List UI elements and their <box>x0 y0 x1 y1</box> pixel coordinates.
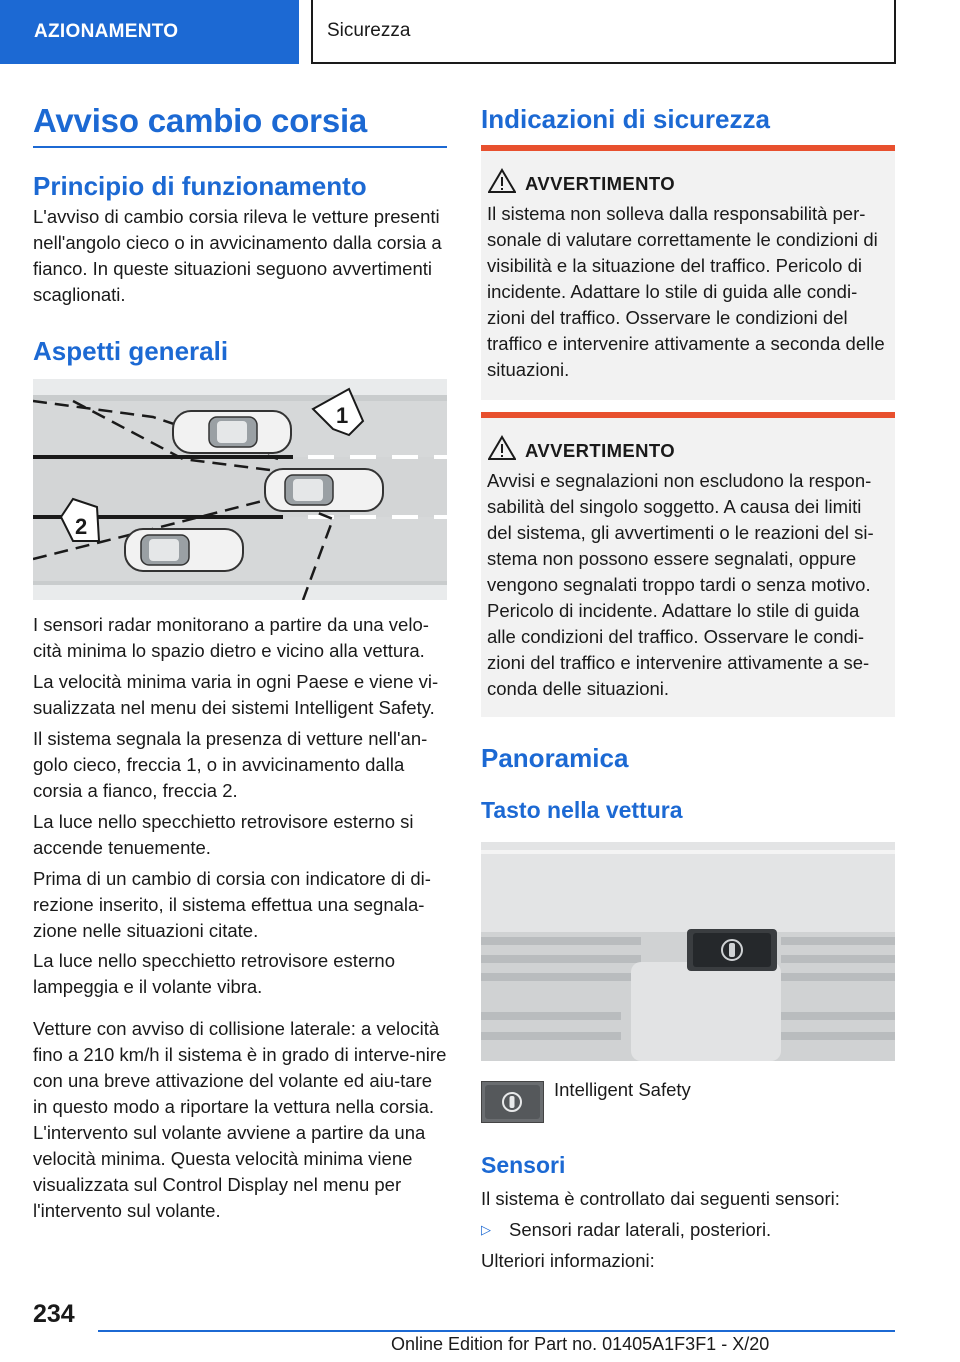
bullet-triangle-icon: ▷ <box>481 1222 491 1237</box>
more-info: Ulteriori informazioni: <box>481 1250 655 1271</box>
sensors-list-item: Sensori radar laterali, posteriori. <box>509 1219 772 1240</box>
button-heading: Tasto nella vettura <box>481 797 683 823</box>
lane-diagram-svg <box>33 379 447 600</box>
arrow-label-2: 2 <box>75 514 88 539</box>
warning-box-1 <box>481 145 895 400</box>
warning-title: AVVERTIMENTO <box>525 173 676 194</box>
overview-heading: Panoramica <box>481 743 629 773</box>
warning-box-2 <box>481 412 895 717</box>
button-label: Intelligent Safety <box>554 1079 691 1100</box>
footer-rule <box>98 1330 895 1332</box>
paragraph-1: I sensori radar monitorano a partire da una velo-cità minima lo spazio dietro e vicino alla vettura. <box>33 614 429 661</box>
paragraph-5: Prima di un cambio di corsia con indicatore di di-rezione inserito, il sistema effettua una segnala-zione nelle situazioni citate. <box>33 868 431 941</box>
warning-title: AVVERTIMENTO <box>525 440 676 461</box>
page-title: Avviso cambio corsia <box>33 102 368 139</box>
car-top <box>173 411 291 453</box>
warning-text: Il sistema non solleva dalla responsabilità per-sonale di valutare correttamente le condizioni di visibilità e la situazione del traffico. Pericolo di incidente. Adattare lo stile di guida alle condi-zioni del traffico. Osservare le condizioni del traffico e intervenire attivamente a seconda delle situazioni. <box>487 203 885 380</box>
page-number: 234 <box>33 1300 75 1328</box>
warning-icon <box>488 168 516 194</box>
principle-text: L'avviso di cambio corsia rileva le vetture presenti nell'angolo cieco o in avvicinamento dalla corsia a fianco. In queste situazioni seguono avvertimenti scaglionati. <box>33 206 442 305</box>
edition-text: Online Edition for Part no. 01405A1F3F1 - X/20 <box>391 1334 770 1354</box>
paragraph-7: Vetture con avviso di collisione laterale: a velocità fino a 210 km/h il sistema è in grado di interve-nire con una breve attivazione del volante ed aiu-tare in questo modo a riportare la vettura nella corsia. L'intervento sul volante avviene a partire da una velocità minima. Questa velocità minima viene visualizzata sul Control Display nel menu per l'intervento sul volante. <box>33 1018 447 1221</box>
paragraph-4: La luce nello specchietto retrovisore esterno si accende tenuemente. <box>33 811 414 858</box>
principle-heading: Principio di funzionamento <box>33 171 367 201</box>
arrow-label-1: 1 <box>336 403 349 428</box>
title-rule <box>33 146 447 148</box>
lane-change-diagram <box>33 379 447 600</box>
intelligent-safety-button-icon <box>481 1081 544 1123</box>
section-title: Sicurezza <box>327 20 411 41</box>
warning-bar <box>481 145 895 151</box>
chapter-tab: AZIONAMENTO <box>0 0 299 64</box>
button-photo-svg <box>481 842 895 1061</box>
warning-icon <box>488 435 516 461</box>
general-heading: Aspetti generali <box>33 336 229 366</box>
paragraph-2: La velocità minima varia in ogni Paese e viene vi-sualizzata nel menu dei sistemi Intelligent Safety. <box>33 671 439 718</box>
section-header <box>311 0 896 64</box>
button-photo <box>481 842 895 1061</box>
warning-text: Avvisi e segnalazioni non escludono la respon-sabilità del singolo soggetto. A causa dei limiti del sistema, gli avvertimenti o le reazioni del si-stema non possono essere segnalati, oppure vengono segnalati troppo tardi o senza motivo. Pericolo di incidente. Adattare lo stile di guida alle condizioni del traffico. Osservare le condi-zioni del traffico e intervenire attivamente a se-conda delle situazioni. <box>487 470 874 699</box>
paragraph-3: Il sistema segnala la presenza di vetture nell'an-golo cieco, freccia 1, o in avvicinamento dalla corsia a fianco, freccia 2. <box>33 728 428 801</box>
car-bottom <box>125 529 243 571</box>
safety-heading: Indicazioni di sicurezza <box>481 104 770 134</box>
sensors-intro: Il sistema è controllato dai seguenti sensori: <box>481 1188 840 1209</box>
paragraph-6: La luce nello specchietto retrovisore esterno lampeggia e il volante vibra. <box>33 950 395 997</box>
sensors-heading: Sensori <box>481 1152 566 1178</box>
car-middle <box>265 469 383 511</box>
warning-bar <box>481 412 895 418</box>
